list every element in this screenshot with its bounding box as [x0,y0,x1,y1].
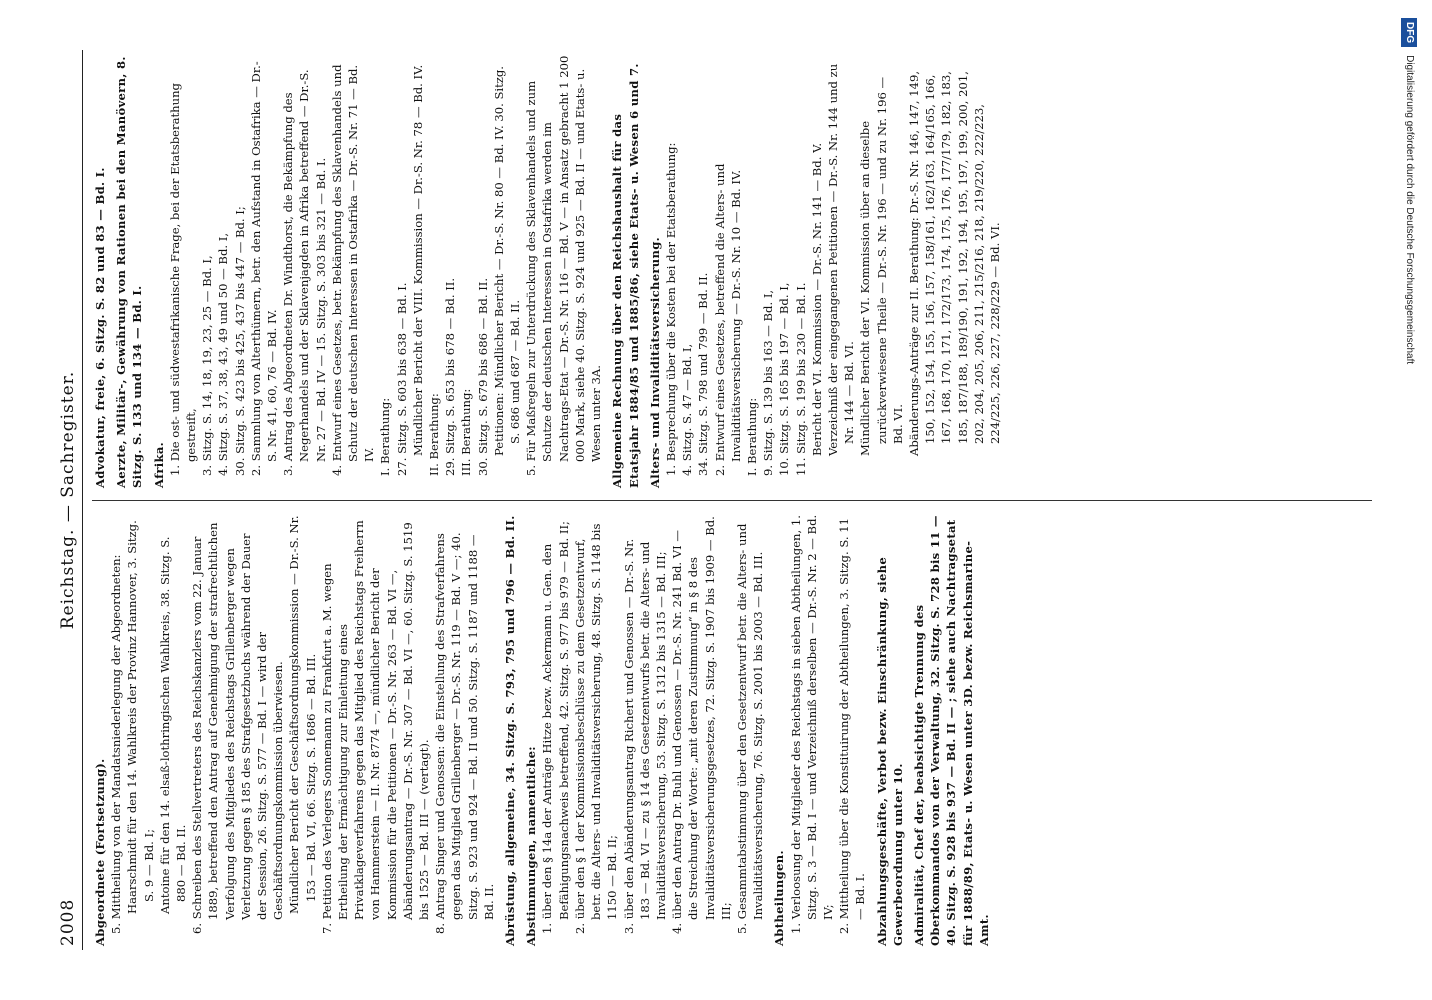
index-entry [647,54,1003,488]
entry-line: 34. Sitzg. S. 798 und 799 — Bd. II. [696,272,711,476]
index-entry [523,514,766,946]
index-entry [151,54,605,488]
entry-line: 9. Sitzg. S. 139 bis 163 — Bd. I, [761,289,776,476]
entry-line: 1. Die ost- und südwestafrikanische Frage, bei der Etatsberathung gestreift, [167,83,199,476]
funding-text: Digitalisierung gefördert durch die Deutsche Forschungsgemeinschaft [1404,55,1415,365]
entry-line: 2. Sammlung von Alterthümern, betr. den Aufstand in Ostafrika — Dr.-S. Nr. 41, 60, 76 — Bd. IV. [248,61,280,476]
entry-line: 3. über den Abänderungsantrag Richert und Genossen — Dr.-S. Nr. 183 — Bd. VI — zu § 14 des Gesetzentwurfs betr. die Alters- und Invaliditätsversicherung, 53. Sitzg. S. 1312 bis 1315 — Bd. III; [621,538,668,934]
entry-line: 7. Petition des Verlegers Sonnemann zu Frankfurt a. M. wegen Ertheilung der Ermächtigung zur Einleitung eines Privatklageverfahrens gegen das Mitglied des Reichstags Freiherrn von Hammerstein — II. Nr. 8774 —, mündlicher Bericht der Kommission für die Petitionen — Dr.-S. Nr. 263 — Bd. VI —, Abänderungsantrag — Dr.-S. Nr. 307 — Bd. VI —, 60. Sitzg. S. 1519 bis 1525 — Bd. III — (vertagt). [319,520,432,934]
entry-line: I. Berathung: [378,397,393,476]
entry-line: 29. Sitzg. S. 653 bis 678 — Bd. II. [443,277,458,476]
index-entry [874,514,906,946]
entry-line: 1. über den § 14a der Anträge Hitze bezw. Ackermann u. Gen. den Befähigungsnachweis betreffend, 42. Sitzg. S. 977 bis 979 — Bd. II; [540,521,571,934]
index-entry [113,54,145,488]
entry-line: 30. Sitzg. S. 679 bis 686 — Bd. II. [475,277,490,476]
entry-line: 2. über den § 1 der Kommissionsbeschlüsse zu dem Gesetzentwurf, betr. die Alters- und Invaliditätsversicherung, 48. Sitzg. S. 1148 bis 1150 — Bd. II; [572,523,620,934]
entry-heading: Afrika. [151,442,166,488]
entry-line: Abänderungs-Anträge zur II. Berathung: Dr.-S. Nr. 146, 147, 149, 150, 152, 154, 155, 156, 157, 158/161, 162/163, 164/165, 166, 167, 168, 170, 171, 172/173, 174, 175, 176, 177/179, 182, 183, 185, 187/188, 189/190, 191, 192, 194, 195, 197, 199, 200, 201, 202, 204, 205, 206, 211, 215/216, 218, 219/220, 222/223, 224/225, 226, 227, 228/229 — Bd. VI. [906,70,1002,456]
entry-heading: Abtheilungen. [772,850,787,946]
entry-line: 1. Besprechung über die Kosten bei der Etatsberathung: [663,142,678,476]
entry-line: II. Berathung: [427,393,442,476]
entry-heading: Advokatur, freie, 6. Sitzg. S. 82 und 83 — Bd. I. [93,167,107,488]
entry-line: Petitionen: Mündlicher Bericht — Dr.-S. Nr. 80 — Bd. IV. 30. Sitzg. S. 686 und 687 — Bd. II. [491,66,523,456]
entry-line: 11. Sitzg. S. 199 bis 230 — Bd. I. [793,282,808,476]
entry-line: 6. Schreiben des Stellvertreters des Reichskanzlers vom 22. Januar 1889, betreffend den Antrag auf Genehmigung der strafrechtlichen Verfolgung des Mitgliedes des Reichstags Grillenberger wegen Verletzung gegen § 185 des Strafgesetzbuchs während der Dauer der Session, 26. Sitzg. S. 577 — Bd. I — wird der Geschäftsordnungskommission überwiesen. [190,522,286,934]
index-entry [609,54,641,488]
dfg-logo: DFG [1401,18,1417,47]
header-rule [82,50,83,950]
entry-line: 5. Mittheilung von der Mandatsniederlegung der Abgeordneten: [109,554,124,934]
entry-heading: Abstimmungen, namentliche: [524,746,539,946]
entry-line: 2. Entwurf eines Gesetzes, betreffend die Alters- und Invaliditätsversicherung — Dr.-S. Nr. 10 — Bd. IV. [712,163,743,476]
page-number: 2008 [58,898,78,946]
entry-line: Haarschmidt für den 14. Wahlkreis der Provinz Hannover, 3. Sitzg. S. 9 — Bd. I; [125,520,156,914]
entry-line: Bericht der VI. Kommission — Dr.-S. Nr. 141 — Bd. V. [809,142,824,456]
entry-heading: Abrüstung, allgemeine, 34. Sitzg. S. 793, 795 und 796 — Bd. II. [503,515,518,946]
page-title: Reichstag. — Sachregister. [58,370,78,630]
entry-line: 4. über den Antrag Dr. Buhl und Genossen — Dr.-S. Nr. 241 Bd. VI — die Streichung der Worte: „mit deren Zustimmung“ in § 8 des Invaliditätsversicherungsgesetzes, 72. Sitzg. S. 1907 bis 1909 — Bd. III; [670,516,733,934]
entry-line: Mündlicher Bericht der VI. Kommission über an dieselbe zurückverwiesene Theile — Dr.-S. Nr. 196 — und zu Nr. 196 — Bd. VI. [858,76,905,456]
page-header [50,50,90,950]
entry-line: Verzeichniß der eingegangenen Petitionen — Dr.-S. Nr. 144 und zu Nr. 144 — Bd. VI. [825,63,857,456]
entry-line: Mündlicher Bericht der Geschäftsordnungskommission — Dr.-S. Nr. 153 — Bd. VI, 66. Sitzg. S. 1686 — Bd. III. [287,515,318,914]
entry-heading: Aerzte, Militär-, Gewährung von Rationen bei den Manövern, 8. Sitzg. S. 133 und 134 — Bd. I. [114,56,145,488]
entry-heading: Allgemeine Rechnung über den Reichshaushalt für das Etatsjahr 1884/85 und 1885/86, siehe Etats- u. Wesen 6 und 7. [610,63,641,488]
entry-heading: Abzahlungsgeschäfte, Verbot bezw. Einschränkung, siehe Gewerbeordnung unter 10. [874,556,905,946]
index-entry [92,54,108,488]
entry-line: 2. Mittheilung über die Konstituirung der Abtheilungen, 3. Sitzg. S. 11 — Bd. I. [837,518,868,934]
entry-line: 4. Sitzg. S. 37, 38, 43, 49 und 50 — Bd. I, [216,233,231,476]
index-entry [771,514,868,946]
entry-line: 3. Sitzg. S. 14, 18, 19, 23, 25 — Bd. I, [200,255,215,476]
entry-line: Antoine für den 14. elsaß-lothringischen Wahlkreis, 38. Sitzg. S. 880 — Bd. II. [157,536,189,914]
entry-line: Mündlicher Bericht der VIII. Kommission — Dr.-S. Nr. 78 — Bd. IV. [410,64,425,456]
entry-line: 5. Gesammtabstimmung über den Gesetzentwurf betr. die Alters- und Invaliditätsversicherung, 76. Sitzg. S. 2001 bis 2003 — Bd. III. [734,523,766,934]
entry-line: 8. Antrag Singer und Genossen: die Einstellung des Strafverfahrens gegen das Mitglied Grillenberger — Dr.-S. Nr. 119 — Bd. V —; 40. Sitzg. S. 923 und 924 — Bd. II und 50. Sitzg. S. 1187 und 1188 — Bd. II. [433,532,496,934]
left-column [92,514,1382,946]
entry-heading: Alters- und Invaliditätsversicherung. [647,236,662,488]
index-columns [92,50,1382,950]
index-entry [502,514,518,946]
index-entry [911,514,992,946]
entry-line: 27. Sitzg. S. 603 bis 638 — Bd. I. [394,282,409,476]
entry-line: 1. Verloosung der Mitglieder des Reichstags in sieben Abtheilungen, 1. Sitzg. S. 3 — Bd. I — und Verzeichniß derselben — Dr.-S. Nr. 2 — Bd. IV; [788,514,835,934]
entry-heading: Abgeordnete (Fortsetzung). [93,758,107,946]
entry-line: III. Berathung: [459,388,474,476]
entry-line: I. Berathung: [744,397,759,476]
entry-heading: Admiralität, Chef der, beabsichtigte Trennung des Oberkommandos von der Verwaltung, 32. Sitzg. S. 728 bis 11 — 40. Sitzg. S. 928 bis 937 — Bd. II — ; siehe auch Nachtragsetat für 1888/89, Etats- u. Wesen unter 3D. bezw. Reichsmarine-Amt. [911,515,991,946]
entry-line: 3. Antrag des Abgeordneten Dr. Windthorst, die Bekämpfung des Negerhandels und der Sklavenjagden in Afrika betreffend — Dr.-S. Nr. 27 — Bd. IV — 15. Sitzg. S. 303 bis 321 — Bd. I. [281,69,328,476]
rotated-page [50,50,1382,950]
entry-line: 30. Sitzg. S. 423 bis 425, 437 bis 447 — Bd. I; [232,206,247,476]
entry-line: 4. Sitzg. S. 47 — Bd. I, [680,343,695,476]
entry-line: 10. Sitzg. S. 165 bis 197 — Bd. I, [777,282,792,476]
entry-line: 4. Entwurf eines Gesetzes, betr. Bekämpfung des Sklavenhandels und Schutz der deutschen Interessen in Ostafrika — Dr.-S. Nr. 71 — Bd. IV. [329,64,377,476]
funding-stamp [1398,18,1420,578]
index-entry [92,514,497,946]
entry-line: 5. Für Maßregeln zur Unterdrückung des Sklavenhandels und zum Schutze der deutschen Interessen in Ostafrika werden im Nachtrags-Etat — Dr.-S. Nr. 116 — Bd. V — in Ansatz gebracht 1 200 000 Mark, siehe 40. Sitzg. S. 924 und 925 — Bd. II — und Etats- u. Wesen unter 3A. [524,55,604,476]
right-column [92,54,1382,488]
